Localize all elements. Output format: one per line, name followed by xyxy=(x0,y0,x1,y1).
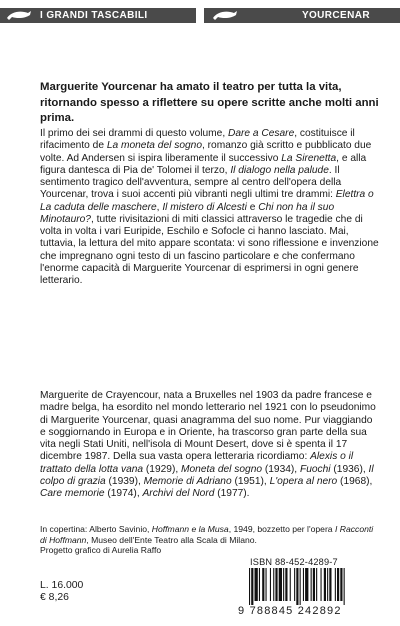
work-title: Fuochi xyxy=(299,463,331,475)
dolphin-logo-icon xyxy=(6,9,32,22)
series-bar xyxy=(0,8,196,23)
text-run: Marguerite de Crayencour, nata a Bruxelles nel 1903 da padre francese e madre belga, ha esordito nel mondo letterario nel 1921 con lo pseudonimo di Marguerite Yourcenar, quasi anagramma del suo nome. Pur viaggiando e soggiornando in Europa e in Oriente, ha trascorso gran parte della sua vita negli Stati Uniti, nell'isola di Mount Desert, dove si è spenta il 17 dicembre 1987. Della sua vasta opera letteraria ricordiamo: xyxy=(40,390,376,463)
cover-credits xyxy=(40,524,380,556)
text-run: , 1949, bozzetto per l'opera xyxy=(228,524,335,534)
text-run: (1936), xyxy=(330,463,369,475)
price-lire: L. 16.000 xyxy=(40,580,84,591)
dolphin-logo-icon xyxy=(212,9,238,22)
work-title: Il colpo di grazia xyxy=(40,463,374,487)
text-run: , romanzo già scritto e pubblicato due volte. Ad Andersen si ispira liberamente il successivo xyxy=(40,140,372,164)
barcode-bar xyxy=(300,568,301,605)
barcode-bar xyxy=(296,568,298,605)
title-il-dialogo-nella-palude: Il dialogo nella palude xyxy=(230,164,329,176)
intro-blurb xyxy=(40,80,380,127)
work-title: Memorie di Adriano xyxy=(143,475,232,487)
text-run: (1934), xyxy=(262,463,300,475)
artwork-title: Hoffmann e la Musa xyxy=(151,524,229,534)
series-header xyxy=(0,0,400,28)
text-run: (1929), xyxy=(143,463,182,475)
barcode-bar xyxy=(316,568,317,601)
barcode-bar xyxy=(273,568,274,601)
text-run: In copertina: Alberto Savinio, xyxy=(40,524,152,534)
barcode-bar xyxy=(290,568,291,601)
barcode-bar xyxy=(251,568,253,605)
barcode-bar xyxy=(294,568,295,601)
work-title: Moneta del sogno xyxy=(181,463,263,475)
isbn-label: ISBN 88-452-4289-7 xyxy=(250,557,338,567)
series-name: I GRANDI TASCABILI xyxy=(40,10,148,21)
barcode-bar xyxy=(262,568,264,601)
barcode-bar xyxy=(337,568,339,601)
text-run: (1951), xyxy=(231,475,270,487)
barcode-bar xyxy=(270,568,271,601)
intro-text: Marguerite Yourcenar ha amato il teatro per tutta la vita, ritornando spesso a riflettere su opere scritte anche molti anni prima. xyxy=(40,81,379,124)
barcode-bar xyxy=(283,568,284,601)
text-run: , xyxy=(156,201,163,213)
barcode-bar xyxy=(313,568,315,601)
text-run: , costituisce il rifacimento de xyxy=(40,128,355,152)
text-run: (1939), xyxy=(105,475,144,487)
price-euro: € 8,26 xyxy=(40,592,69,603)
barcode-bar xyxy=(335,568,336,601)
barcode-bar xyxy=(279,568,282,601)
barcode-bar xyxy=(340,568,342,601)
barcode-bar xyxy=(329,568,331,601)
text-run: (1968), xyxy=(337,475,373,487)
title-il-mistero-di-alcesti: Il mistero di Alcesti xyxy=(162,201,247,213)
author-biography xyxy=(40,390,380,500)
barcode-bar xyxy=(285,568,287,601)
barcode-bar xyxy=(275,568,277,601)
title-dare-a-cesare: Dare a Cesare xyxy=(227,128,295,139)
text-run: e xyxy=(246,201,259,213)
work-title: Care memorie xyxy=(40,488,105,499)
barcode-image xyxy=(247,568,377,605)
barcode-bar xyxy=(324,568,326,601)
barcode-bar xyxy=(344,568,345,605)
description-paragraph xyxy=(40,128,380,287)
text-run: . Il sentimento tragico dell'avventura, sempre al centro dell'opera della Yourcenar, trova i suoi accenti più vibranti negli ultimi tre drammi: xyxy=(40,164,342,201)
author-bar xyxy=(204,8,400,23)
author-name: YOURCENAR xyxy=(301,10,370,21)
work-title: Archivi del Nord xyxy=(142,488,215,499)
text-run: , Museo dell'Ente Teatro alla Scala di Milano. xyxy=(86,534,257,545)
text-run: (1974), xyxy=(104,488,143,499)
text-run: , e alla figura dantesca di Pia de' Tolomei il terzo, xyxy=(40,152,367,176)
design-credit: Progetto grafico di Aurelia Raffo xyxy=(40,545,162,556)
barcode-number: 9 788845 242892 xyxy=(238,605,342,617)
work-title: L'opera al nero xyxy=(269,475,338,487)
text-run: (1977). xyxy=(214,488,250,499)
title-la-sirenetta: La Sirenetta xyxy=(281,152,337,164)
barcode-bar xyxy=(303,568,304,601)
barcode-bar xyxy=(249,568,250,605)
barcode-bar xyxy=(305,568,308,601)
title-la-moneta-del-sogno: La moneta del sogno xyxy=(106,140,202,152)
barcode-bar xyxy=(255,568,258,601)
text-run: Il primo dei sei drammi di questo volume, xyxy=(40,128,228,139)
title-elettra: Elettra o La caduta delle maschere xyxy=(40,189,374,213)
barcode-bar xyxy=(266,568,267,601)
work-title: Alexis o il trattato della lotta vana xyxy=(40,451,354,475)
title-chi-non-ha-il-suo-minotauro: Chi non ha il suo Minotauro? xyxy=(40,201,335,225)
barcode-bar xyxy=(259,568,260,601)
barcode-bar xyxy=(311,568,312,601)
barcode-bar xyxy=(321,568,322,601)
text-run: , tutte rivisitazioni di miti classici attraverso le tragedie che di volta in volta i vari Euripide, Eschilo e Sofocle ci hanno lasciato. Mai, tuttavia, la lettura del mito appare scontata: vi sono riflessione e invenzione che impregnano ogni testo di un fascino particolare e che confermano l'enorme capacità di Marguerite Yourcenar di esprimersi in ogni genere letterario. xyxy=(40,213,379,286)
opera-title: I Racconti di Hoffmann xyxy=(40,524,374,545)
barcode-bar xyxy=(327,568,328,601)
